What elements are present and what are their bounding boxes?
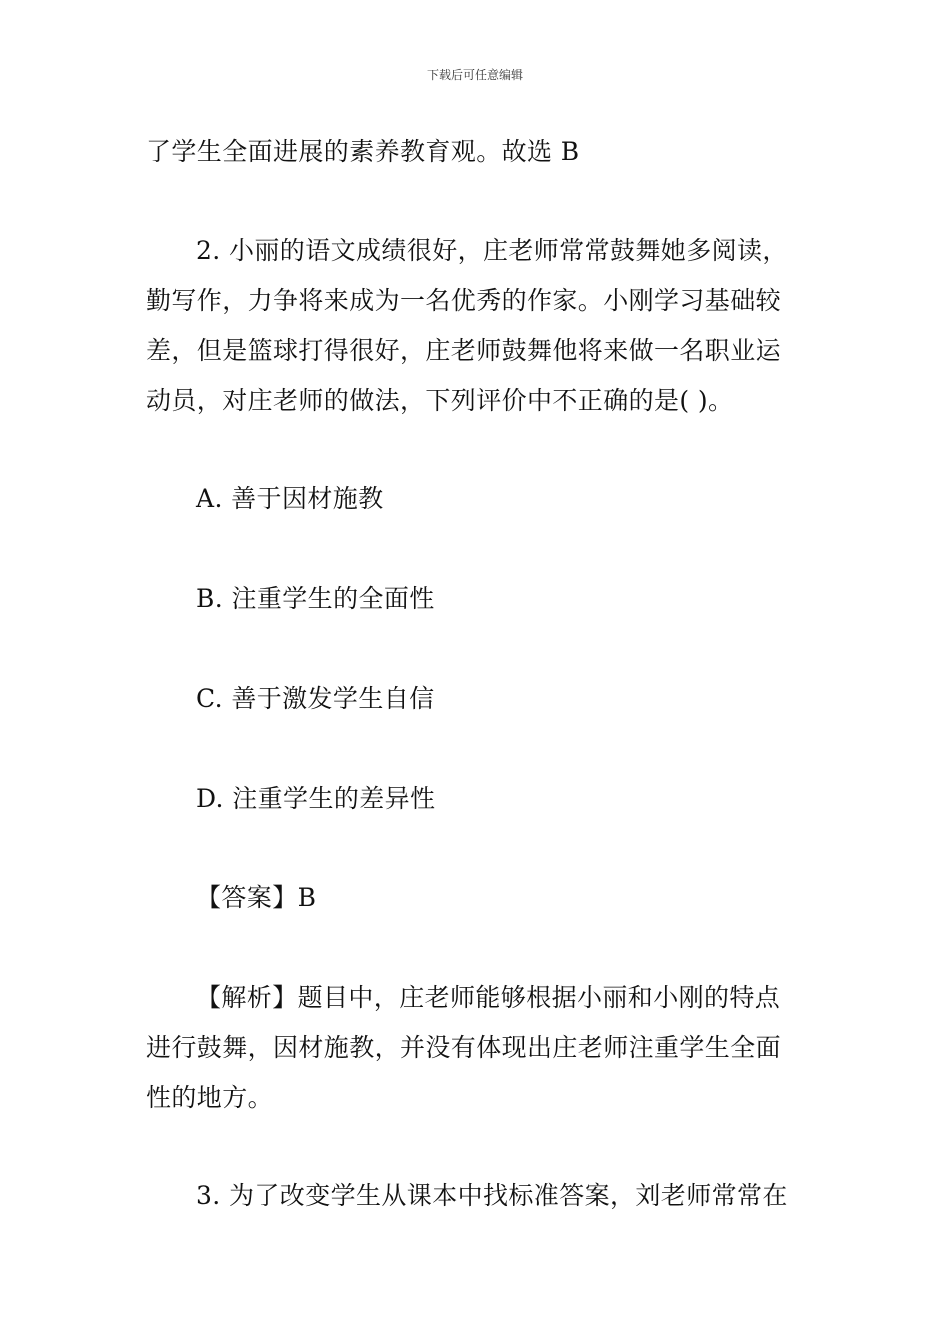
answer-line: 【答案】B — [196, 883, 317, 912]
question-2-line: 动员，对庄老师的做法，下列评价中不正确的是( )。 — [146, 386, 734, 415]
option-a: A. 善于因材施教 — [196, 484, 384, 513]
question-3-line: 3. 为了改变学生从课本中找标准答案，刘老师常常在 — [196, 1181, 788, 1210]
analysis-line: 性的地方。 — [146, 1083, 274, 1112]
option-d: D. 注重学生的差异性 — [196, 784, 436, 813]
page-header: 下载后可任意编辑 — [426, 68, 523, 82]
option-c: C. 善于激发学生自信 — [196, 684, 435, 713]
analysis-line: 【解析】题目中，庄老师能够根据小丽和小刚的特点 — [196, 983, 781, 1012]
question-2-line: 勤写作，力争将来成为一名优秀的作家。小刚学习基础较 — [146, 286, 782, 315]
option-b: B. 注重学生的全面性 — [196, 584, 435, 613]
analysis-line: 进行鼓舞，因材施教，并没有体现出庄老师注重学生全面 — [146, 1033, 782, 1062]
question-2-line: 差，但是篮球打得很好，庄老师鼓舞他将来做一名职业运 — [146, 336, 782, 365]
question-2-line: 2. 小丽的语文成绩很好，庄老师常常鼓舞她多阅读， — [196, 236, 788, 265]
paragraph-line: 了学生全面进展的素养教育观。故选 B — [146, 137, 580, 166]
